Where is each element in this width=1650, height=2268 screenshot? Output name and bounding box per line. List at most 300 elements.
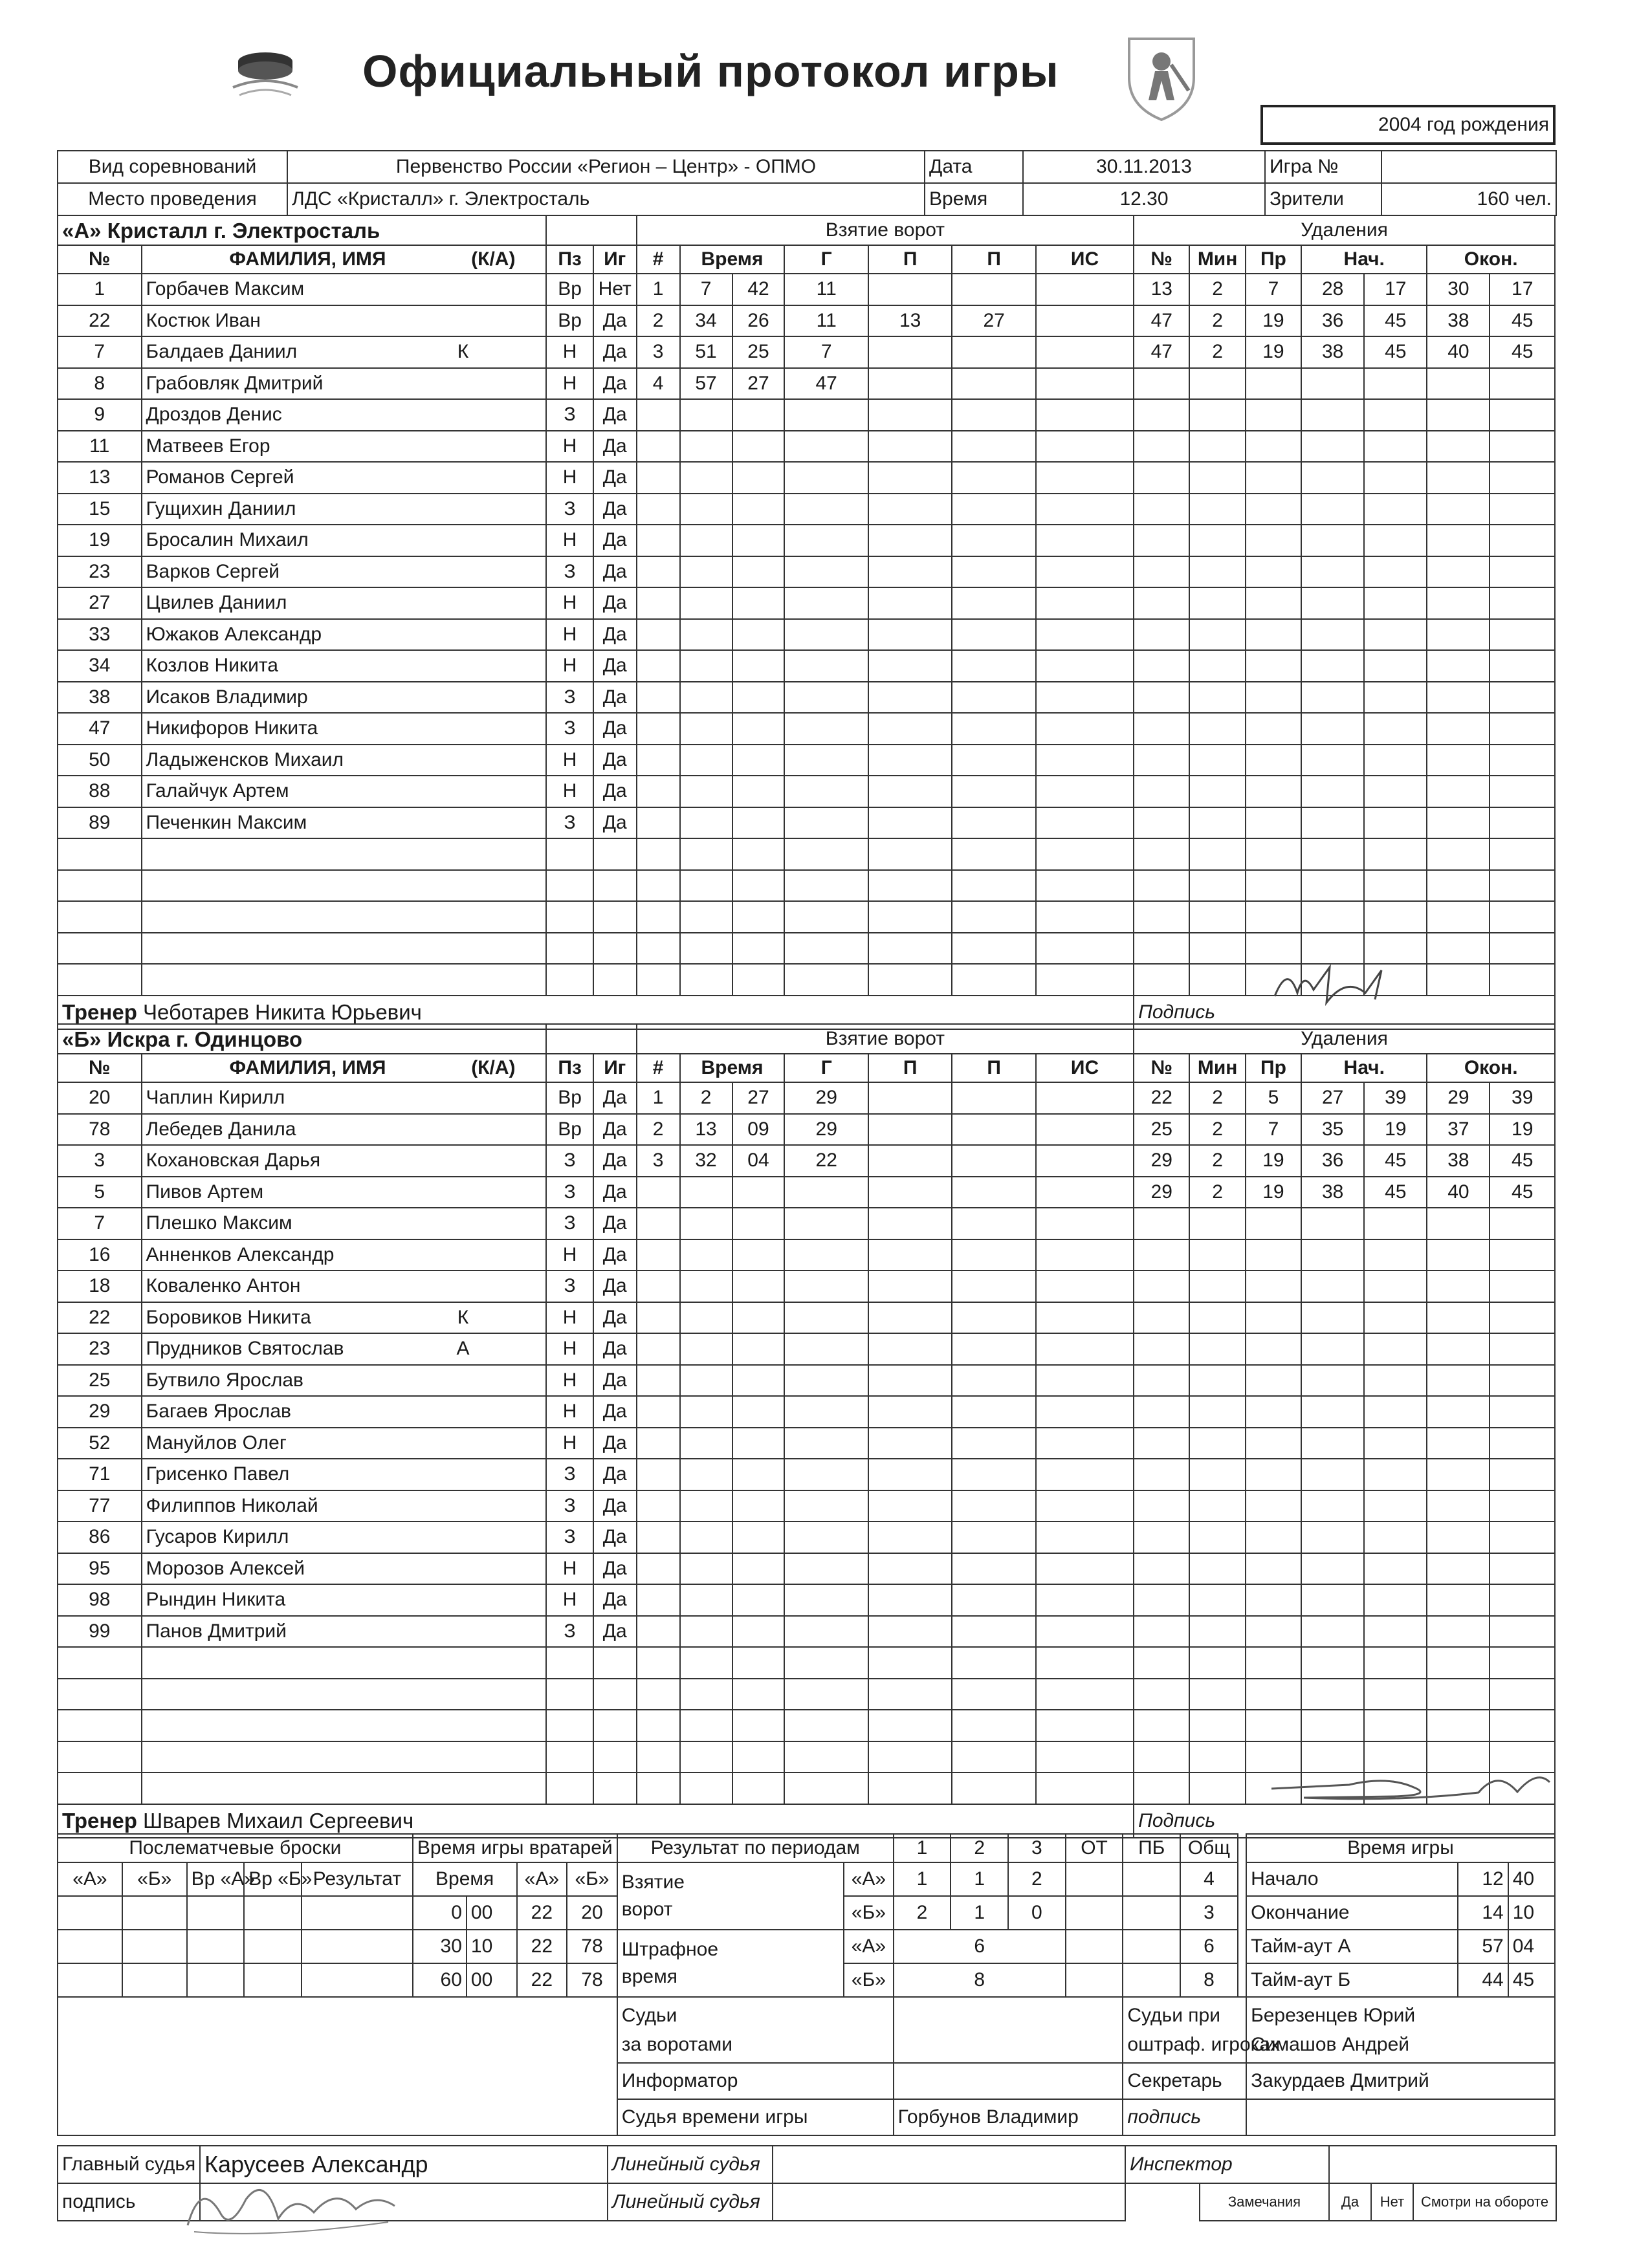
col-assist-1: П [868, 245, 952, 274]
penalty-minutes: 2 [1189, 274, 1245, 305]
goals-a-p2: 1 [951, 1862, 1008, 1896]
table-row [58, 1365, 1555, 1397]
goal-assist-1 [868, 399, 952, 431]
goal-scorer [784, 838, 868, 870]
goal-situation [1036, 399, 1134, 431]
goal-minute [680, 1177, 732, 1208]
goal-index [637, 838, 680, 870]
table-row [58, 682, 1555, 714]
main-referee-sign-label: подпись [58, 2183, 200, 2221]
goal-situation [1036, 1521, 1134, 1553]
coach-b-signature [1265, 1756, 1563, 1808]
col-penalty-start: Нач. [1301, 245, 1427, 274]
goal-index [637, 494, 680, 525]
goalie-time-sec: 00 [467, 1963, 517, 1997]
goal-second [732, 1521, 785, 1553]
goal-assist-2 [952, 1584, 1036, 1616]
goal-index [637, 1177, 680, 1208]
goal-minute [680, 1772, 732, 1804]
player-played: Да [593, 1459, 637, 1490]
col-penalty-number: № [1134, 245, 1189, 274]
goal-second [732, 838, 785, 870]
col-position: Пз [546, 245, 593, 274]
goal-minute [680, 745, 732, 776]
goal-situation [1036, 556, 1134, 588]
penalty-end-min: 29 [1427, 1082, 1490, 1114]
goal-scorer [784, 1396, 868, 1428]
table-row [58, 399, 1555, 431]
goal-minute [680, 838, 732, 870]
penalty-start-sec [1364, 556, 1427, 588]
goal-assist-1 [868, 525, 952, 556]
player-number: 95 [58, 1553, 142, 1585]
penalty-minutes [1189, 1647, 1245, 1679]
player-name-cell [142, 933, 547, 965]
player-number: 3 [58, 1145, 142, 1177]
table-row [58, 1553, 1555, 1585]
goal-second [732, 494, 785, 525]
goal-index [637, 650, 680, 682]
line-referee-1-label: Линейный судья [608, 2146, 773, 2183]
penalty-judges-names: Березенцев Юрий Симашов Андрей [1246, 1997, 1555, 2063]
penalty-start-min [1301, 1365, 1364, 1397]
player-name-cell [142, 556, 547, 588]
penalty-player [1134, 901, 1189, 933]
goal-second [732, 619, 785, 651]
penalty-end-min: 38 [1427, 305, 1490, 337]
penalty-end-sec [1490, 1396, 1555, 1428]
goal-situation [1036, 807, 1134, 839]
player-name: Рындин Никита [146, 1589, 286, 1611]
goal-assist-1 [868, 1553, 952, 1585]
table-row [58, 336, 1555, 368]
penalty-start-sec [1364, 1490, 1427, 1522]
goal-minute [680, 1239, 732, 1271]
goal-scorer [784, 745, 868, 776]
player-name-cell [142, 525, 547, 556]
penalty-reason [1246, 494, 1301, 525]
goal-assist-1 [868, 1396, 952, 1428]
penalty-reason: 19 [1246, 1177, 1301, 1208]
penalty-start-sec [1364, 1553, 1427, 1585]
player-played: Да [593, 494, 637, 525]
penalty-player [1134, 1208, 1189, 1239]
goal-second [732, 1208, 785, 1239]
goal-situation [1036, 933, 1134, 965]
player-name: Коваленко Антон [146, 1275, 301, 1297]
player-played: Да [593, 368, 637, 400]
penalty-start-sec: 45 [1364, 336, 1427, 368]
player-name-cell [142, 838, 547, 870]
penalty-end-sec [1490, 556, 1555, 588]
player-position: З [546, 1521, 593, 1553]
table-row [58, 807, 1555, 839]
penalty-end-sec [1490, 1428, 1555, 1459]
goalie-time-min: 30 [413, 1930, 467, 1963]
period-3-header: 3 [1008, 1834, 1066, 1862]
game-number-value [1381, 151, 1556, 183]
penalty-player [1134, 1333, 1189, 1365]
player-name-cell [142, 1302, 547, 1334]
penalty-end-min [1427, 494, 1490, 525]
player-name-cell [142, 1647, 547, 1679]
end-label: Окончание [1246, 1896, 1458, 1930]
player-name: Грабовляк Дмитрий [146, 372, 324, 394]
goal-scorer [784, 1647, 868, 1679]
goal-scorer [784, 1553, 868, 1585]
table-row [58, 776, 1555, 807]
penalty-end-min [1427, 1490, 1490, 1522]
penalty-end-min [1427, 1459, 1490, 1490]
penalty-start-min [1301, 745, 1364, 776]
player-position [546, 1710, 593, 1741]
goal-assist-2 [952, 525, 1036, 556]
player-played: Да [593, 431, 637, 463]
goal-second [732, 1239, 785, 1271]
goal-situation [1036, 1145, 1134, 1177]
penalty-start-min [1301, 587, 1364, 619]
penalty-end-sec [1490, 745, 1555, 776]
main-referee-signature [175, 2167, 421, 2245]
goal-minute [680, 1741, 732, 1773]
goal-scorer [784, 1333, 868, 1365]
col-penalty-end: Окон. [1427, 1054, 1555, 1082]
goals-a-total: 4 [1180, 1862, 1238, 1896]
goal-index: 2 [637, 1114, 680, 1146]
goal-assist-1 [868, 1521, 952, 1553]
player-number: 19 [58, 525, 142, 556]
goal-second [732, 933, 785, 965]
penalty-end-min [1427, 1365, 1490, 1397]
coach-row: Тренер Чеботарев Никита Юрьевич [58, 996, 1134, 1029]
penalty-minutes [1189, 1270, 1245, 1302]
penalty-start-min [1301, 1208, 1364, 1239]
goal-scorer: 22 [784, 1145, 868, 1177]
goal-minute [680, 901, 732, 933]
penalty-start-sec: 19 [1364, 1114, 1427, 1146]
goal-scorer [784, 431, 868, 463]
goal-assist-1 [868, 1239, 952, 1271]
goal-assist-1 [868, 1741, 952, 1773]
player-name-cell [142, 1239, 547, 1271]
player-number [58, 1741, 142, 1773]
player-number: 98 [58, 1584, 142, 1616]
player-number: 99 [58, 1616, 142, 1648]
penalty-reason: 5 [1246, 1082, 1301, 1114]
goal-second: 09 [732, 1114, 785, 1146]
player-position: Н [546, 587, 593, 619]
goal-assist-1 [868, 368, 952, 400]
timekeeper-sign-label: подпись [1123, 2099, 1246, 2135]
goal-index [637, 619, 680, 651]
player-number [58, 870, 142, 902]
goal-index [637, 1490, 680, 1522]
goal-situation [1036, 964, 1134, 996]
goal-scorer [784, 1741, 868, 1773]
goal-assist-2 [952, 838, 1036, 870]
penalty-end-sec: 45 [1490, 336, 1555, 368]
penalty-start-min: 36 [1301, 305, 1364, 337]
goals-b-total: 3 [1180, 1896, 1238, 1930]
col-played: Иг [593, 245, 637, 274]
table-row [58, 368, 1555, 400]
penalty-minutes [1189, 1741, 1245, 1773]
goal-second [732, 745, 785, 776]
time-label: Время [925, 183, 1023, 215]
player-played [593, 1741, 637, 1773]
penalty-player: 47 [1134, 336, 1189, 368]
penalty-minutes: 2 [1189, 305, 1245, 337]
goalie-time-min: 60 [413, 1963, 467, 1997]
goal-situation [1036, 462, 1134, 494]
goal-situation [1036, 1208, 1134, 1239]
player-played: Да [593, 556, 637, 588]
table-row [58, 1428, 1555, 1459]
penalty-start-min [1301, 1616, 1364, 1648]
goal-assist-2 [952, 494, 1036, 525]
goal-second: 27 [732, 368, 785, 400]
goal-index [637, 1208, 680, 1239]
player-position [546, 964, 593, 996]
penalty-player: 47 [1134, 305, 1189, 337]
player-position [546, 870, 593, 902]
player-name: Лебедев Данила [146, 1118, 296, 1140]
penalty-start-min [1301, 838, 1364, 870]
goal-assist-2 [952, 1302, 1036, 1334]
player-number [58, 1772, 142, 1804]
goal-minute [680, 964, 732, 996]
goal-situation [1036, 619, 1134, 651]
goal-second [732, 1616, 785, 1648]
player-name-cell [142, 1616, 547, 1648]
penalty-reason [1246, 368, 1301, 400]
goals-row-b-label: «Б» [844, 1896, 894, 1930]
player-position: З [546, 682, 593, 714]
goalie-b-number: 20 [567, 1896, 617, 1930]
goalie-time-header: Время [413, 1862, 517, 1896]
player-name-cell [142, 1679, 547, 1710]
goal-index [637, 1396, 680, 1428]
player-played: Да [593, 1114, 637, 1146]
penalty-end-min: 40 [1427, 336, 1490, 368]
goal-index [637, 1459, 680, 1490]
player-name: Никифоров Никита [146, 717, 318, 739]
penalty-end-sec [1490, 1647, 1555, 1679]
penalty-start-sec [1364, 1302, 1427, 1334]
goal-minute [680, 870, 732, 902]
player-number: 89 [58, 807, 142, 839]
penalty-minutes [1189, 933, 1245, 965]
penalty-end-min [1427, 1553, 1490, 1585]
pim-label: Штрафное время [617, 1930, 844, 1997]
goal-minute [680, 682, 732, 714]
goal-minute [680, 399, 732, 431]
penalty-player [1134, 399, 1189, 431]
goalie-time-title: Время игры вратарей [413, 1834, 617, 1862]
goal-second [732, 1741, 785, 1773]
penalty-player [1134, 870, 1189, 902]
goal-index [637, 682, 680, 714]
goal-assist-2 [952, 933, 1036, 965]
goal-assist-2 [952, 399, 1036, 431]
player-played: Да [593, 1208, 637, 1239]
goal-index [637, 1521, 680, 1553]
total-header: Общ [1180, 1834, 1238, 1862]
penalty-start-sec [1364, 1616, 1427, 1648]
goal-minute [680, 713, 732, 745]
goal-situation [1036, 336, 1134, 368]
goal-minute [680, 587, 732, 619]
player-name: Костюк Иван [146, 309, 261, 331]
penalty-start-min [1301, 1239, 1364, 1271]
goal-situation [1036, 1270, 1134, 1302]
goal-assist-2 [952, 901, 1036, 933]
goals-a-p3: 2 [1008, 1862, 1066, 1896]
col-goal-situation: ИС [1036, 1054, 1134, 1082]
goal-minute [680, 619, 732, 651]
goal-index [637, 964, 680, 996]
goal-minute [680, 1302, 732, 1334]
period-2-header: 2 [951, 1834, 1008, 1862]
penalty-start-sec [1364, 1459, 1427, 1490]
penalty-minutes [1189, 1459, 1245, 1490]
col-name: ФАМИЛИЯ, ИМЯ (К/А) [142, 245, 547, 274]
player-name-cell [142, 1553, 547, 1585]
penalty-end-min [1427, 1647, 1490, 1679]
goal-assist-1 [868, 933, 952, 965]
penalty-reason [1246, 462, 1301, 494]
player-played [593, 901, 637, 933]
goal-scorer [784, 462, 868, 494]
penalty-end-sec [1490, 1270, 1555, 1302]
player-played: Да [593, 1553, 637, 1585]
player-name-cell [142, 1082, 547, 1114]
goal-assist-2 [952, 274, 1036, 305]
player-played: Да [593, 1177, 637, 1208]
goal-scorer [784, 1616, 868, 1648]
player-number: 34 [58, 650, 142, 682]
goal-minute [680, 1428, 732, 1459]
goal-situation [1036, 870, 1134, 902]
penalty-reason [1246, 1647, 1301, 1679]
pim-a-value: 6 [894, 1930, 1066, 1963]
penalty-end-sec [1490, 1459, 1555, 1490]
goal-assist-1 [868, 274, 952, 305]
goal-scorer [784, 1239, 868, 1271]
penalty-player [1134, 1741, 1189, 1773]
player-name: Исаков Владимир [146, 686, 308, 708]
penalty-end-sec: 45 [1490, 305, 1555, 337]
col-goal-time: Время [680, 245, 785, 274]
goal-scorer [784, 964, 868, 996]
goal-situation [1036, 1679, 1134, 1710]
goal-assist-2 [952, 336, 1036, 368]
player-name: Панов Дмитрий [146, 1620, 287, 1642]
penalty-start-min [1301, 807, 1364, 839]
player-name: Дроздов Денис [146, 404, 282, 426]
player-position: Н [546, 1302, 593, 1334]
team_a-table [57, 215, 1556, 1030]
player-position: Н [546, 650, 593, 682]
goalie-a-number: 22 [517, 1896, 567, 1930]
penalty-minutes: 2 [1189, 1082, 1245, 1114]
goal-scorer: 29 [784, 1114, 868, 1146]
goal-minute [680, 1459, 732, 1490]
penalty-minutes [1189, 1333, 1245, 1365]
penalty-player [1134, 838, 1189, 870]
penalty-start-min [1301, 1270, 1364, 1302]
penalty-start-sec [1364, 650, 1427, 682]
goal-second [732, 1679, 785, 1710]
goal-scorer [784, 1490, 868, 1522]
player-position: Н [546, 1333, 593, 1365]
goal-assist-1 [868, 1302, 952, 1334]
penalty-player [1134, 619, 1189, 651]
penalty-start-min [1301, 776, 1364, 807]
player-position: Н [546, 1428, 593, 1459]
goal-index: 3 [637, 336, 680, 368]
player-number [58, 964, 142, 996]
goal-situation [1036, 1772, 1134, 1804]
goalie-time-sec: 10 [467, 1930, 517, 1963]
pim-row-b-label: «Б» [844, 1963, 894, 1997]
player-played: Да [593, 587, 637, 619]
goal-second: 42 [732, 274, 785, 305]
penalty-player [1134, 1521, 1189, 1553]
goal-second [732, 807, 785, 839]
penalty-reason [1246, 1521, 1301, 1553]
goal-minute [680, 1396, 732, 1428]
penalty-player [1134, 1270, 1189, 1302]
player-number: 25 [58, 1365, 142, 1397]
penalty-start-sec [1364, 838, 1427, 870]
goal-assist-2 [952, 1428, 1036, 1459]
table-row [58, 1521, 1555, 1553]
goal-scorer [784, 807, 868, 839]
player-name: Бутвило Ярослав [146, 1369, 303, 1391]
goal-minute [680, 1333, 732, 1365]
penalty-end-min [1427, 1584, 1490, 1616]
goal-assist-1 [868, 682, 952, 714]
period-1-header: 1 [894, 1834, 951, 1862]
goal-situation [1036, 368, 1134, 400]
penalty-reason [1246, 870, 1301, 902]
start-label: Начало [1246, 1862, 1458, 1896]
table-row [58, 901, 1555, 933]
goal-second [732, 556, 785, 588]
player-position [546, 1647, 593, 1679]
goal-scorer [784, 1428, 868, 1459]
goal-assist-1 [868, 494, 952, 525]
goal-assist-2 [952, 776, 1036, 807]
goal-minute [680, 650, 732, 682]
table-row [58, 1490, 1555, 1522]
player-position: З [546, 1145, 593, 1177]
goal-situation [1036, 1177, 1134, 1208]
player-played: Да [593, 1302, 637, 1334]
table-row [58, 650, 1555, 682]
player-played [593, 838, 637, 870]
player-number: 22 [58, 305, 142, 337]
penalty-end-min [1427, 1710, 1490, 1741]
penalty-minutes [1189, 587, 1245, 619]
goal-second [732, 587, 785, 619]
penalty-player [1134, 682, 1189, 714]
venue-value: ЛДС «Кристалл» г. Электросталь [287, 183, 925, 215]
player-played: Да [593, 745, 637, 776]
goal-situation [1036, 1114, 1134, 1146]
goal-assist-2 [952, 1365, 1036, 1397]
